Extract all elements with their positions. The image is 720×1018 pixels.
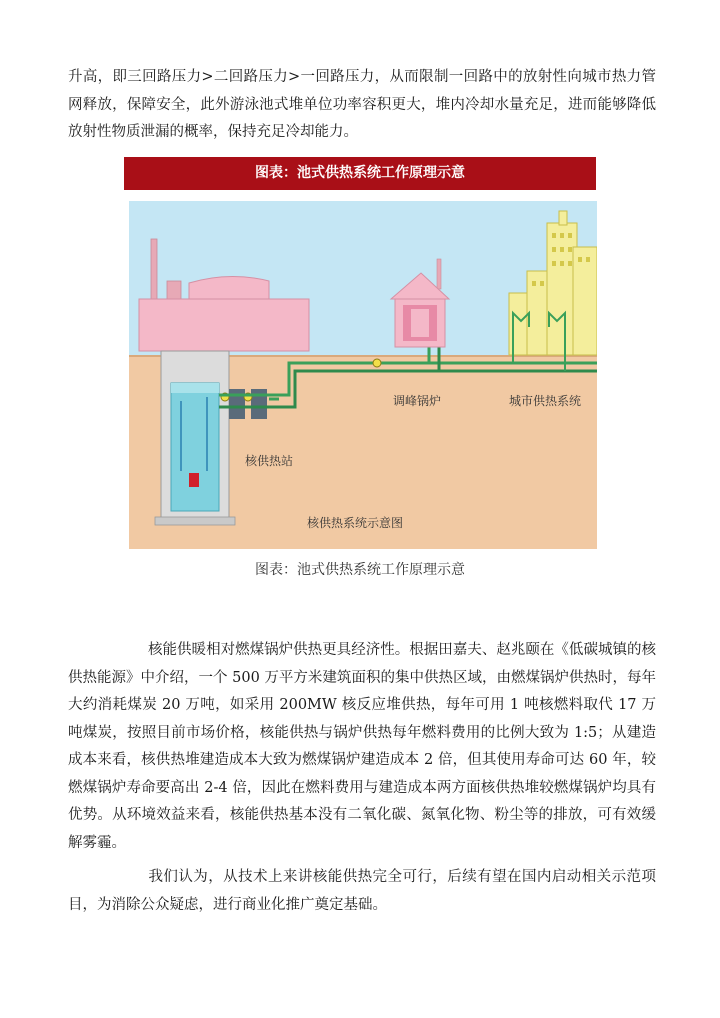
figure-caption: 图表：池式供热系统工作原理示意 bbox=[255, 562, 465, 578]
label-peak-boiler: 调峰锅炉 bbox=[393, 394, 442, 408]
intro-paragraph: 升高，即三回路压力>二回路压力>一回路压力，从而限制一回路中的放射性向城市热力管网释放，保障安全，此外游泳池式堆单位功率容积更大，堆内冷却水量充足，进而能够降低放射性物质泄漏的概率，保持充足冷却能力。 bbox=[68, 69, 656, 140]
pipe-valve bbox=[373, 359, 381, 367]
body-paragraph-1-text: 核能供暖相对燃煤锅炉供热更具经济性。根据田嘉夫、赵兆颐在《低碳城镇的核供热能源》中介绍，一个 500 万平方米建筑面积的集中供热区域，由燃煤锅炉供热时，每年大约消耗煤炭 20 万吨，如采用 200MW 核反应堆供热，每年可用 1 吨核燃料取代 17 万吨煤炭，按照目前市场价格，核能供热与锅炉供热每年燃料费用的比例大致为 1:5；从建造成本来看，核供热堆建造成本大致为燃煤锅炉建造成本 2 倍，但其使用寿命可达 60 年，较燃煤锅炉寿命要高出 2-4 倍，因此在燃料费用与建造成本两方面核供热堆较燃煤锅炉均具有优势。从环境效益来看，核能供热基本没有二氧化碳、氮氧化物、粉尘等的排放，可有效缓解雾霾。 bbox=[68, 642, 656, 851]
body-paragraph-1 bbox=[68, 637, 656, 857]
label-diagram-title: 核供热系统示意图 bbox=[307, 516, 404, 530]
nuclear-heating-diagram bbox=[129, 201, 597, 549]
pool-reactor bbox=[155, 351, 235, 525]
body-paragraph-2 bbox=[68, 864, 656, 919]
figure-banner-title: 图表：池式供热系统工作原理示意 bbox=[124, 157, 596, 190]
label-station: 核供热站 bbox=[245, 454, 294, 468]
body-paragraph-2-text: 我们认为，从技术上来讲核能供热完全可行，后续有望在国内启动相关示范项目，为消除公众疑虑，进行商业化推广奠定基础。 bbox=[68, 869, 656, 913]
label-city-system: 城市供热系统 bbox=[509, 394, 582, 408]
